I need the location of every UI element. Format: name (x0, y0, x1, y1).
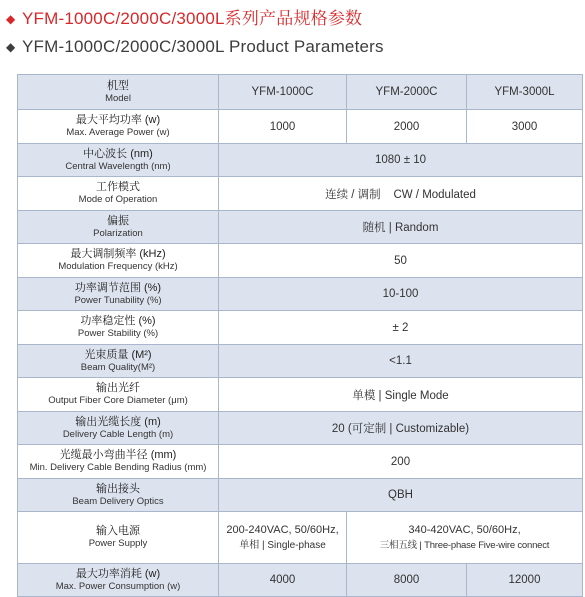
consumption-1000c: 4000 (219, 564, 347, 597)
table-row (18, 564, 583, 597)
row-label-wavelength: 中心波长 (nm) Central Wavelength (nm) (18, 144, 219, 177)
page-title-cn (6, 6, 362, 32)
table-row (18, 110, 583, 144)
table-row (18, 445, 583, 479)
wavelength-value: 1080 ± 10 (219, 144, 583, 177)
table-row (18, 244, 583, 278)
row-label-fiber: 输出光纤 Output Fiber Core Diameter (μm) (18, 378, 219, 412)
row-label-polarization: 偏振 Polarization (18, 211, 219, 244)
row-label-optics: 输出接头 Beam Delivery Optics (18, 479, 219, 512)
table-row (18, 412, 583, 445)
table-row (18, 345, 583, 378)
power-2000c: 2000 (347, 110, 467, 144)
modulation-value: 50 (219, 244, 583, 278)
row-label-bend-radius: 光缆最小弯曲半径 (mm) Min. Delivery Cable Bending Radius (mm) (18, 445, 219, 479)
fiber-value: 单模 | Single Mode (219, 378, 583, 412)
optics-value: QBH (219, 479, 583, 512)
model-3000l: YFM-3000L (467, 75, 583, 110)
row-label-power: 最大平均功率 (w) Max. Average Power (w) (18, 110, 219, 144)
supply-single-phase: 200-240VAC, 50/60Hz, 单相 | Single-phase (219, 512, 347, 564)
polarization-value: 随机 | Random (219, 211, 583, 244)
table-row (18, 512, 583, 564)
table-row (18, 479, 583, 512)
diamond-bullet-icon: ◆ (6, 40, 16, 54)
model-2000c: YFM-2000C (347, 75, 467, 110)
row-label-beam-quality: 光束质量 (M²) Beam Quality(M²) (18, 345, 219, 378)
row-label-operation: 工作模式 Mode of Operation (18, 177, 219, 211)
table-row (18, 278, 583, 311)
page-title-en (6, 34, 384, 60)
supply-three-phase: 340-420VAC, 50/60Hz, 三相五线 | Three-phase Five-wire connect (347, 512, 583, 564)
beam-quality-value: <1.1 (219, 345, 583, 378)
table-row (18, 311, 583, 345)
row-label-cable-length: 输出光缆长度 (m) Delivery Cable Length (m) (18, 412, 219, 445)
row-label-stability: 功率稳定性 (%) Power Stability (%) (18, 311, 219, 345)
cable-length-value: 20 (可定制 | Customizable) (219, 412, 583, 445)
spec-table (17, 74, 583, 597)
table-row (18, 378, 583, 412)
title-en-text: YFM-1000C/2000C/3000L Product Parameters (22, 37, 384, 56)
operation-value: 连续 / 调制 CW / Modulated (219, 177, 583, 211)
title-cn-text: YFM-1000C/2000C/3000L系列产品规格参数 (22, 9, 363, 28)
consumption-3000l: 12000 (467, 564, 583, 597)
diamond-bullet-icon: ◆ (6, 12, 16, 26)
row-label-model: 机型 Model (18, 75, 219, 110)
stability-value: ± 2 (219, 311, 583, 345)
row-label-supply: 输入电源 Power Supply (18, 512, 219, 564)
row-label-tunability: 功率调节范围 (%) Power Tunability (%) (18, 278, 219, 311)
table-row (18, 211, 583, 244)
table-row (18, 177, 583, 211)
consumption-2000c: 8000 (347, 564, 467, 597)
power-3000l: 3000 (467, 110, 583, 144)
table-row (18, 75, 583, 110)
model-1000c: YFM-1000C (219, 75, 347, 110)
table-row (18, 144, 583, 177)
row-label-modulation: 最大调制频率 (kHz) Modulation Frequency (kHz) (18, 244, 219, 278)
row-label-consumption: 最大功率消耗 (w) Max. Power Consumption (w) (18, 564, 219, 597)
bend-radius-value: 200 (219, 445, 583, 479)
tunability-value: 10-100 (219, 278, 583, 311)
power-1000c: 1000 (219, 110, 347, 144)
